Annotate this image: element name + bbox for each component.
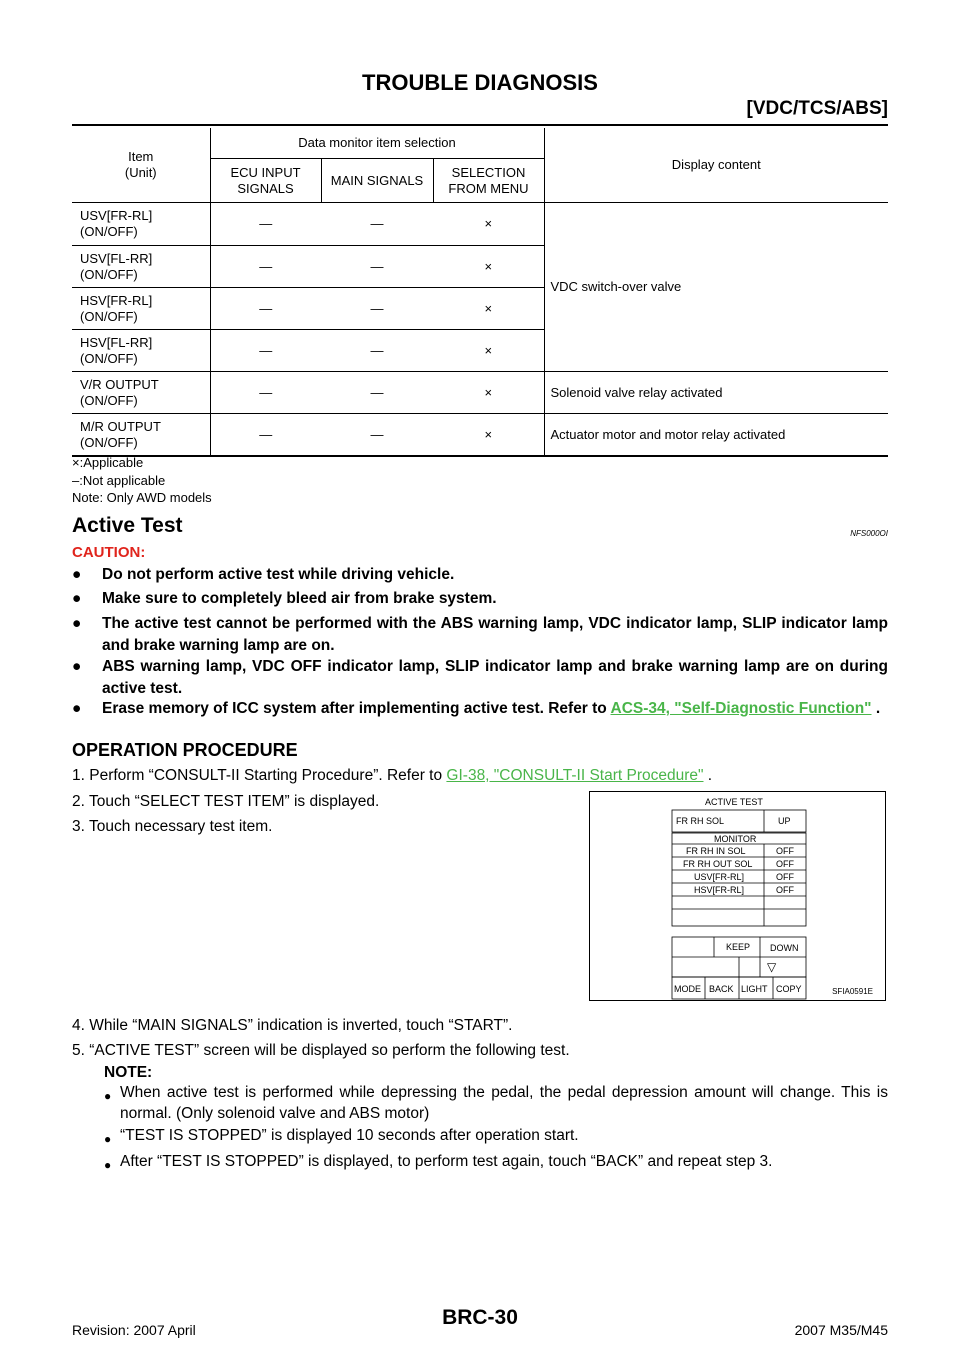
monitor-label: MONITOR	[714, 834, 757, 844]
step-3: 3. Touch necessary test item.	[72, 818, 273, 835]
down-button[interactable]: DOWN	[770, 943, 799, 953]
row-main: —	[321, 246, 433, 288]
monitor-row-name: HSV[FR-RL]	[694, 885, 745, 895]
caution-text-post: .	[871, 700, 881, 717]
figure-code: SFIA0591E	[832, 987, 873, 996]
caution-text-pre: Erase memory of ICC system after implementing active test. Refer to	[102, 700, 611, 717]
bullet-icon: ●	[72, 700, 82, 717]
note-item	[104, 1152, 888, 1173]
row-display-group: VDC switch-over valve	[544, 203, 888, 372]
row-display: Actuator motor and motor relay activated	[544, 414, 888, 457]
caution-text	[102, 698, 888, 720]
row-item: M/R OUTPUT (ON/OFF)	[72, 414, 210, 457]
caution-item	[72, 588, 888, 610]
row-sel: ×	[433, 330, 544, 372]
caution-text: ABS warning lamp, VDC OFF indicator lamp, SLIP indicator lamp and brake warning lamp are on during active test.	[102, 658, 888, 697]
monitor-row-value: OFF	[776, 846, 794, 856]
footer-page-number: BRC-30	[442, 1306, 518, 1329]
header-main: MAIN SIGNALS	[321, 159, 433, 203]
row-item: HSV[FR-RL] (ON/OFF)	[72, 288, 210, 330]
data-monitor-table	[72, 128, 888, 457]
monitor-row-name: FR RH OUT SOL	[683, 859, 753, 869]
header-item: Item (Unit)	[72, 128, 210, 203]
caution-label: CAUTION:	[72, 544, 146, 561]
header-group: Data monitor item selection	[210, 128, 544, 159]
row-ecu: —	[210, 372, 321, 414]
scroll-down-icon[interactable]: ▽	[767, 960, 777, 974]
row-item: USV[FR-RL] (ON/OFF)	[72, 203, 210, 246]
monitor-row-value: OFF	[776, 872, 794, 882]
header-ecu: ECU INPUT SIGNALS	[210, 159, 321, 203]
monitor-row-name: FR RH IN SOL	[686, 846, 746, 856]
step-5: 5. “ACTIVE TEST” screen will be displayed so perform the following test.	[72, 1042, 570, 1059]
note-item	[104, 1126, 888, 1147]
monitor-row-value: OFF	[776, 859, 794, 869]
row-sel: ×	[433, 246, 544, 288]
caution-text: Do not perform active test while driving vehicle.	[102, 566, 455, 583]
note-text: When active test is performed while depressing the pedal, the pedal depression amount will change. This is normal. (Only solenoid valve and ABS motor)	[120, 1084, 888, 1122]
bullet-icon: ●	[104, 1089, 112, 1103]
row-sel: ×	[433, 288, 544, 330]
bullet-icon: ●	[72, 566, 82, 583]
step-4: 4. While “MAIN SIGNALS” indication is inverted, touch “START”.	[72, 1017, 513, 1034]
active-test-figure	[589, 791, 886, 1001]
row-ecu: —	[210, 288, 321, 330]
section-id: NFS000OI	[850, 529, 888, 538]
row-main: —	[321, 203, 433, 246]
row-main: —	[321, 288, 433, 330]
header-display: Display content	[544, 128, 888, 203]
step-1-post: .	[703, 767, 713, 784]
footer-revision: Revision: 2007 April	[72, 1322, 196, 1338]
note-awd: Note: Only AWD models	[72, 490, 212, 505]
row-sel: ×	[433, 203, 544, 246]
back-button[interactable]: BACK	[709, 984, 734, 994]
table-row	[72, 203, 888, 246]
row-item: V/R OUTPUT (ON/OFF)	[72, 372, 210, 414]
step-1	[72, 766, 712, 786]
caution-text: The active test cannot be performed with the ABS warning lamp, VDC indicator lamp, SLIP indicator lamp and brake warning lamp are on.	[102, 615, 888, 654]
monitor-row-name: USV[FR-RL]	[694, 872, 745, 882]
keep-button[interactable]: KEEP	[726, 942, 751, 952]
up-button[interactable]: UP	[778, 816, 791, 826]
bullet-icon: ●	[104, 1158, 112, 1172]
caution-item	[72, 656, 888, 699]
copy-button[interactable]: COPY	[776, 984, 802, 994]
row-item: USV[FL-RR] (ON/OFF)	[72, 246, 210, 288]
bullet-icon: ●	[72, 590, 82, 607]
caution-item	[72, 613, 888, 656]
table-notes	[72, 454, 212, 507]
section-subtitle: [VDC/TCS/ABS]	[746, 98, 888, 119]
note-applicable: ×:Applicable	[72, 455, 144, 470]
screen-outline	[590, 792, 887, 1002]
section-title: Active Test	[72, 514, 183, 537]
row-sel: ×	[433, 372, 544, 414]
step-2: 2. Touch “SELECT TEST ITEM” is displayed.	[72, 793, 380, 810]
caution-item	[72, 698, 888, 720]
row-item: HSV[FL-RR] (ON/OFF)	[72, 330, 210, 372]
test-item-label: FR RH SOL	[676, 816, 725, 826]
bullet-icon: ●	[104, 1132, 112, 1146]
note-not-applicable: –:Not applicable	[72, 472, 166, 488]
header-rule	[72, 124, 888, 126]
row-main: —	[321, 372, 433, 414]
bullet-icon: ●	[72, 658, 82, 675]
operation-title: OPERATION PROCEDURE	[72, 740, 298, 760]
step-1-text: 1. Perform “CONSULT-II Starting Procedure”. Refer to	[72, 767, 447, 784]
note-item	[104, 1083, 888, 1124]
monitor-row-value: OFF	[776, 885, 794, 895]
header-sel: SELECTION FROM MENU	[433, 159, 544, 203]
footer-model: 2007 M35/M45	[794, 1322, 888, 1338]
acs-34-link[interactable]: ACS-34, "Self-Diagnostic Function"	[610, 700, 872, 717]
table-row	[72, 414, 888, 457]
caution-text: Make sure to completely bleed air from brake system.	[102, 590, 497, 607]
page-title: TROUBLE DIAGNOSIS	[362, 70, 598, 95]
note-label: NOTE:	[104, 1064, 153, 1081]
note-text: “TEST IS STOPPED” is displayed 10 seconds after operation start.	[120, 1127, 579, 1144]
mode-button[interactable]: MODE	[674, 984, 701, 994]
row-ecu: —	[210, 246, 321, 288]
table-row	[72, 372, 888, 414]
row-main: —	[321, 330, 433, 372]
row-ecu: —	[210, 414, 321, 457]
row-main: —	[321, 414, 433, 457]
row-display: Solenoid valve relay activated	[544, 372, 888, 414]
light-button[interactable]: LIGHT	[741, 984, 768, 994]
row-ecu: —	[210, 203, 321, 246]
gi-38-link[interactable]: GI-38, "CONSULT-II Start Procedure"	[446, 767, 704, 784]
bullet-icon: ●	[72, 615, 82, 632]
caution-item	[72, 564, 888, 586]
row-ecu: —	[210, 330, 321, 372]
note-text: After “TEST IS STOPPED” is displayed, to perform test again, touch “BACK” and repeat step 3.	[120, 1153, 773, 1170]
row-sel: ×	[433, 414, 544, 457]
screen-title: ACTIVE TEST	[705, 797, 763, 807]
